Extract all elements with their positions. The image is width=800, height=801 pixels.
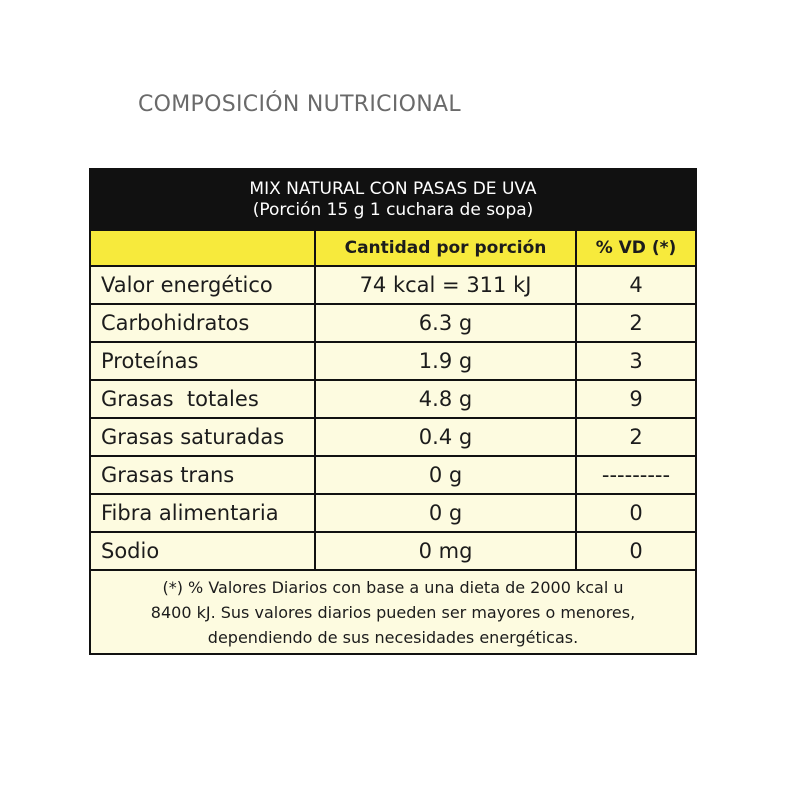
footnote	[90, 570, 696, 654]
column-header-vd: % VD (*)	[576, 230, 696, 266]
product-name: MIX NATURAL CON PASAS DE UVA	[249, 178, 537, 199]
nutrient-name: Carbohidratos	[90, 304, 315, 342]
nutrient-amount: 1.9 g	[315, 342, 576, 380]
table-row	[90, 494, 696, 532]
table-row	[90, 532, 696, 570]
nutrient-vd: 4	[576, 266, 696, 304]
nutrient-name: Sodio	[90, 532, 315, 570]
column-header-amount: Cantidad por porción	[315, 230, 576, 266]
table-row	[90, 380, 696, 418]
table-row	[90, 266, 696, 304]
nutrient-amount: 0 mg	[315, 532, 576, 570]
nutrient-amount: 4.8 g	[315, 380, 576, 418]
column-header-nutrient	[90, 230, 315, 266]
nutrient-name: Grasas saturadas	[90, 418, 315, 456]
nutrition-table	[89, 168, 697, 655]
nutrient-name: Fibra alimentaria	[90, 494, 315, 532]
page-title: COMPOSICIÓN NUTRICIONAL	[138, 92, 461, 117]
nutrient-name: Valor energético	[90, 266, 315, 304]
nutrient-vd: 9	[576, 380, 696, 418]
nutrient-vd: 0	[576, 532, 696, 570]
nutrient-vd: 2	[576, 304, 696, 342]
nutrient-amount: 0.4 g	[315, 418, 576, 456]
table-row	[90, 456, 696, 494]
table-row	[90, 418, 696, 456]
column-header-row	[90, 230, 696, 266]
footnote-row	[90, 570, 696, 654]
portion-info: (Porción 15 g 1 cuchara de sopa)	[252, 199, 534, 220]
footnote-line: 8400 kJ. Sus valores diarios pueden ser mayores o menores,	[150, 602, 636, 622]
table-row	[90, 304, 696, 342]
nutrient-amount: 74 kcal = 311 kJ	[315, 266, 576, 304]
footnote-line: (*) % Valores Diarios con base a una dieta de 2000 kcal u	[162, 577, 624, 597]
table-title	[90, 169, 696, 230]
nutrient-vd: ---------	[576, 456, 696, 494]
nutrient-vd: 2	[576, 418, 696, 456]
nutrient-amount: 0 g	[315, 456, 576, 494]
nutrient-name: Grasas totales	[90, 380, 315, 418]
nutrient-name: Grasas trans	[90, 456, 315, 494]
table-title-row	[90, 169, 696, 230]
nutrient-amount: 6.3 g	[315, 304, 576, 342]
nutrient-name: Proteínas	[90, 342, 315, 380]
footnote-line: dependiendo de sus necesidades energéticas.	[207, 627, 579, 647]
nutrient-vd: 0	[576, 494, 696, 532]
table-row	[90, 342, 696, 380]
nutrient-vd: 3	[576, 342, 696, 380]
nutrient-amount: 0 g	[315, 494, 576, 532]
